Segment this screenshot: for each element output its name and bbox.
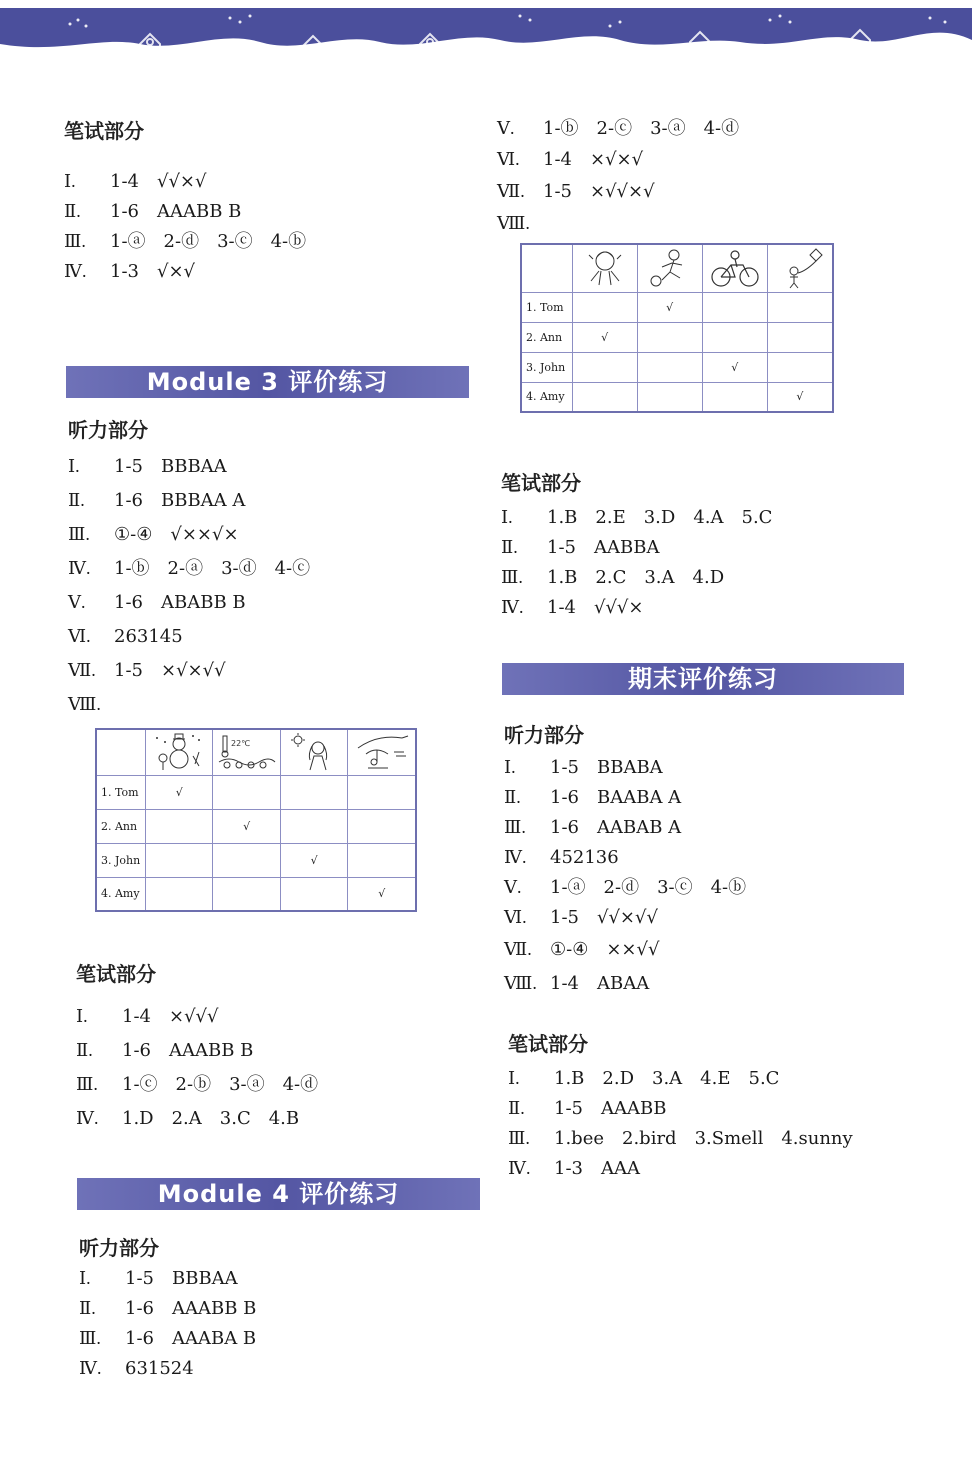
kite-flying-icon xyxy=(772,247,828,289)
windy-picture-cell xyxy=(348,729,416,775)
answer-line: Ⅳ. 1-ⓑ 2-ⓐ 3-ⓓ 4-ⓒ xyxy=(68,558,311,579)
section-title: 听力部分 xyxy=(504,723,584,747)
football-picture-cell xyxy=(637,244,702,292)
answer-line: Ⅱ. 1-6 AAABB B xyxy=(64,201,242,222)
table-cell xyxy=(637,322,702,352)
table-cell: √ xyxy=(280,843,347,877)
girl-sun-icon xyxy=(284,732,344,772)
module-3-written-section xyxy=(76,958,318,1135)
answer-line: Ⅲ. 1-6 AAABA B xyxy=(79,1328,257,1349)
table-cell: √ xyxy=(702,352,767,382)
table-cell xyxy=(145,877,212,911)
table-row-label: 4. Amy xyxy=(96,877,145,911)
answer-line: Ⅰ. 1-5 BBBAA xyxy=(79,1268,238,1289)
left-written-section-1 xyxy=(64,115,306,286)
bike-picture-cell xyxy=(702,244,767,292)
girl-sun-picture-cell xyxy=(280,729,347,775)
answer-line: Ⅳ. 631524 xyxy=(79,1358,194,1379)
answer-line: Ⅵ. 1-5 √√×√√ xyxy=(504,907,658,928)
module-3-answer-table xyxy=(95,728,417,912)
answer-line: Ⅰ. 1.B 2.D 3.A 4.E 5.C xyxy=(508,1068,780,1089)
table-row-label: 2. Ann xyxy=(521,322,572,352)
answer-line: Ⅶ. ①-④ ××√√ xyxy=(504,939,660,960)
table-cell xyxy=(702,292,767,322)
table-cell xyxy=(767,322,833,352)
answer-line: Ⅶ. 1-5 ×√×√√ xyxy=(68,660,226,681)
answer-line: Ⅲ. 1.B 2.C 3.A 4.D xyxy=(501,567,725,588)
final-written-section xyxy=(508,1028,853,1183)
answer-line: Ⅶ. 1-5 ×√√×√ xyxy=(497,181,655,202)
table-cell: √ xyxy=(145,775,212,809)
table-row-label: 2. Ann xyxy=(96,809,145,843)
answer-line: Ⅱ. 1-5 AABBA xyxy=(501,537,660,558)
table-cell xyxy=(572,292,637,322)
answer-line: Ⅵ. 263145 xyxy=(68,626,183,647)
module-4-banner: Module 4 评价练习 xyxy=(77,1178,480,1210)
final-listening-section xyxy=(504,719,746,1000)
snowman-icon xyxy=(149,732,209,772)
table-cell: √ xyxy=(572,322,637,352)
table-cell: √ xyxy=(637,292,702,322)
table-cell xyxy=(213,775,280,809)
answer-line: Ⅵ. 1-4 ×√×√ xyxy=(497,149,644,170)
table-cell xyxy=(767,292,833,322)
table-cell xyxy=(767,352,833,382)
girl-picture-cell xyxy=(572,244,637,292)
section-title: 笔试部分 xyxy=(76,962,156,986)
bicycle-icon xyxy=(707,247,763,289)
answer-line: Ⅲ. 1-ⓐ 2-ⓓ 3-ⓒ 4-ⓑ xyxy=(64,231,307,252)
table-cell xyxy=(280,775,347,809)
wind-umbrella-icon xyxy=(352,732,412,772)
section-title: 笔试部分 xyxy=(501,471,581,495)
table-row-label: 3. John xyxy=(521,352,572,382)
answer-line: Ⅲ. 1-6 AABAB A xyxy=(504,817,682,838)
section-title: 听力部分 xyxy=(68,418,148,442)
table-cell xyxy=(348,843,416,877)
answer-line: Ⅳ. 1-3 AAA xyxy=(508,1158,640,1179)
answer-line: Ⅲ. 1-ⓒ 2-ⓑ 3-ⓐ 4-ⓓ xyxy=(76,1074,319,1095)
module-2-answer-table xyxy=(520,243,834,413)
answer-line: Ⅳ. 1-3 √×√ xyxy=(64,261,196,282)
table-row-label: 4. Amy xyxy=(521,382,572,412)
answer-line: Ⅱ. 1-6 AAABB B xyxy=(76,1040,254,1061)
table-cell xyxy=(145,843,212,877)
answer-line: Ⅰ. 1-5 BBABA xyxy=(504,757,663,778)
table-cell xyxy=(702,382,767,412)
table-cell xyxy=(348,809,416,843)
table-cell: √ xyxy=(213,809,280,843)
table-cell xyxy=(280,809,347,843)
answer-line: Ⅷ. 1-4 ABAA xyxy=(504,973,650,994)
answer-line: Ⅳ. 1-4 √√√× xyxy=(501,597,644,618)
table-corner-cell xyxy=(96,729,145,775)
table-cell: √ xyxy=(767,382,833,412)
table-cell xyxy=(213,877,280,911)
answer-line: Ⅱ. 1-6 BAABA A xyxy=(504,787,682,808)
final-review-banner: 期末评价练习 xyxy=(502,663,904,695)
temperature-label: 22℃ xyxy=(230,739,250,749)
answer-line: Ⅰ. 1-5 BBBAA xyxy=(68,456,227,477)
section-title: 笔试部分 xyxy=(64,119,144,143)
answer-line: Ⅰ. 1-4 √√×√ xyxy=(64,171,207,192)
answer-line: Ⅰ. 1.B 2.E 3.D 4.A 5.C xyxy=(501,507,773,528)
table-cell xyxy=(213,843,280,877)
answer-line: Ⅴ. 1-ⓐ 2-ⓓ 3-ⓒ 4-ⓑ xyxy=(504,877,747,898)
answer-line: Ⅱ. 1-6 BBBAA A xyxy=(68,490,246,511)
table-row-label: 3. John xyxy=(96,843,145,877)
table-row-label: 1. Tom xyxy=(521,292,572,322)
module-3-banner: Module 3 评价练习 xyxy=(66,366,469,398)
table-cell: √ xyxy=(348,877,416,911)
thermometer-picnic-icon xyxy=(217,732,277,772)
table-cell xyxy=(637,382,702,412)
table-cell xyxy=(572,352,637,382)
answer-line: Ⅲ. ①-④ √××√× xyxy=(68,524,239,545)
answer-line: Ⅴ. 1-ⓑ 2-ⓒ 3-ⓐ 4-ⓓ xyxy=(497,118,740,139)
snowman-picture-cell xyxy=(145,729,212,775)
table-cell xyxy=(348,775,416,809)
boy-football-icon xyxy=(642,247,698,289)
girl-dancing-icon xyxy=(577,247,633,289)
table-row-label: 1. Tom xyxy=(96,775,145,809)
top-decorative-banner xyxy=(0,0,972,60)
table-cell xyxy=(145,809,212,843)
hot-weather-picture-cell xyxy=(213,729,280,775)
table-cell xyxy=(280,877,347,911)
answer-line: Ⅳ. 1.D 2.A 3.C 4.B xyxy=(76,1108,300,1129)
kite-picture-cell xyxy=(767,244,833,292)
table-cell xyxy=(702,322,767,352)
answer-line: Ⅷ. xyxy=(497,213,530,233)
answer-line: Ⅱ. 1-6 AAABB B xyxy=(79,1298,257,1319)
table-corner-cell xyxy=(521,244,572,292)
table-cell xyxy=(572,382,637,412)
section-title: 听力部分 xyxy=(79,1236,159,1260)
right-written-section xyxy=(501,467,772,622)
module-4-listening-section xyxy=(79,1232,256,1383)
answer-line: Ⅱ. 1-5 AAABB xyxy=(508,1098,667,1119)
answer-line: Ⅲ. 1.bee 2.bird 3.Smell 4.sunny xyxy=(508,1128,853,1149)
answer-line: Ⅳ. 452136 xyxy=(504,847,619,868)
table-cell xyxy=(637,352,702,382)
module-3-listening-section xyxy=(68,414,310,721)
answer-line: Ⅷ. xyxy=(68,694,101,714)
right-continued-answers xyxy=(497,113,739,239)
answer-line: Ⅰ. 1-4 ×√√√ xyxy=(76,1006,219,1027)
answer-line: Ⅴ. 1-6 ABABB B xyxy=(68,592,246,613)
section-title: 笔试部分 xyxy=(508,1032,588,1056)
